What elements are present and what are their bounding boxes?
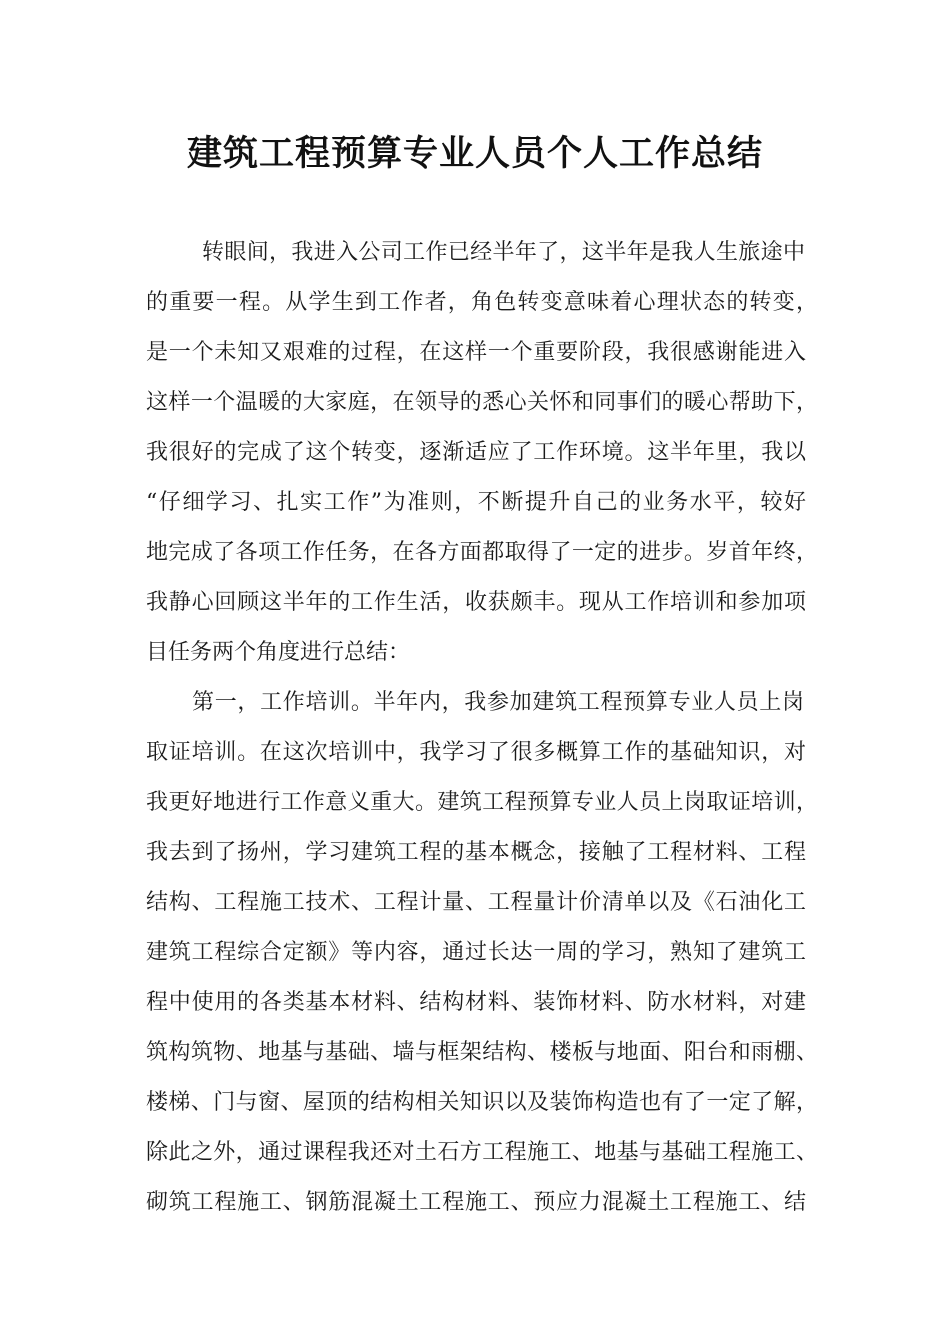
paragraph-2-line-11: 砌筑工程施工、钢筋混凝土工程施工、预应力混凝土工程施工、结 (146, 1190, 806, 1215)
paragraph-2-line-5: 结构、工程施工技术、工程计量、工程量计价清单以及《石油化工 (146, 890, 806, 915)
paragraph-1-line-3: 是一个未知又艰难的过程，在这样一个重要阶段，我很感谢能进入 (146, 340, 806, 365)
paragraph-1-line-1: 转眼间，我进入公司工作已经半年了，这半年是我人生旅途中 (202, 240, 805, 265)
paragraph-1-line-8: 我静心回顾这半年的工作生活，收获颇丰。现从工作培训和参加项 (146, 590, 806, 615)
paragraph-2-line-7: 程中使用的各类基本材料、结构材料、装饰材料、防水材料，对建 (146, 990, 806, 1015)
paragraph-1-line-6: “仔细学习、扎实工作”为准则，不断提升自己的业务水平，较好 (146, 490, 806, 515)
paragraph-2-line-9: 楼梯、门与窗、屋顶的结构相关知识以及装饰构造也有了一定了解， (146, 1090, 818, 1115)
paragraph-1-line-2: 的重要一程。从学生到工作者，角色转变意味着心理状态的转变， (146, 290, 818, 315)
paragraph-2-line-10: 除此之外，通过课程我还对土石方工程施工、地基与基础工程施工、 (146, 1140, 818, 1165)
paragraph-2-line-2: 取证培训。在这次培训中，我学习了很多概算工作的基础知识，对 (146, 740, 806, 765)
document-title: 建筑工程预算专业人员个人工作总结 (186, 134, 763, 174)
paragraph-1-line-5: 我很好的完成了这个转变，逐渐适应了工作环境。这半年里，我以 (146, 440, 806, 465)
paragraph-1-line-7: 地完成了各项工作任务，在各方面都取得了一定的进步。岁首年终， (146, 540, 818, 565)
paragraph-2-line-6: 建筑工程综合定额》等内容，通过长达一周的学习，熟知了建筑工 (146, 940, 806, 965)
paragraph-2-line-4: 我去到了扬州，学习建筑工程的基本概念，接触了工程材料、工程 (146, 840, 806, 865)
paragraph-2-line-8: 筑构筑物、地基与基础、墙与框架结构、楼板与地面、阳台和雨棚、 (146, 1040, 818, 1065)
paragraph-1-line-9: 目任务两个角度进行总结： (146, 640, 411, 665)
paragraph-1-line-4: 这样一个温暖的大家庭，在领导的悉心关怀和同事们的暖心帮助下， (146, 390, 818, 415)
paragraph-2-line-3: 我更好地进行工作意义重大。建筑工程预算专业人员上岗取证培训， (146, 790, 818, 815)
paragraph-2-line-1: 第一，工作培训。半年内，我参加建筑工程预算专业人员上岗 (192, 690, 804, 715)
